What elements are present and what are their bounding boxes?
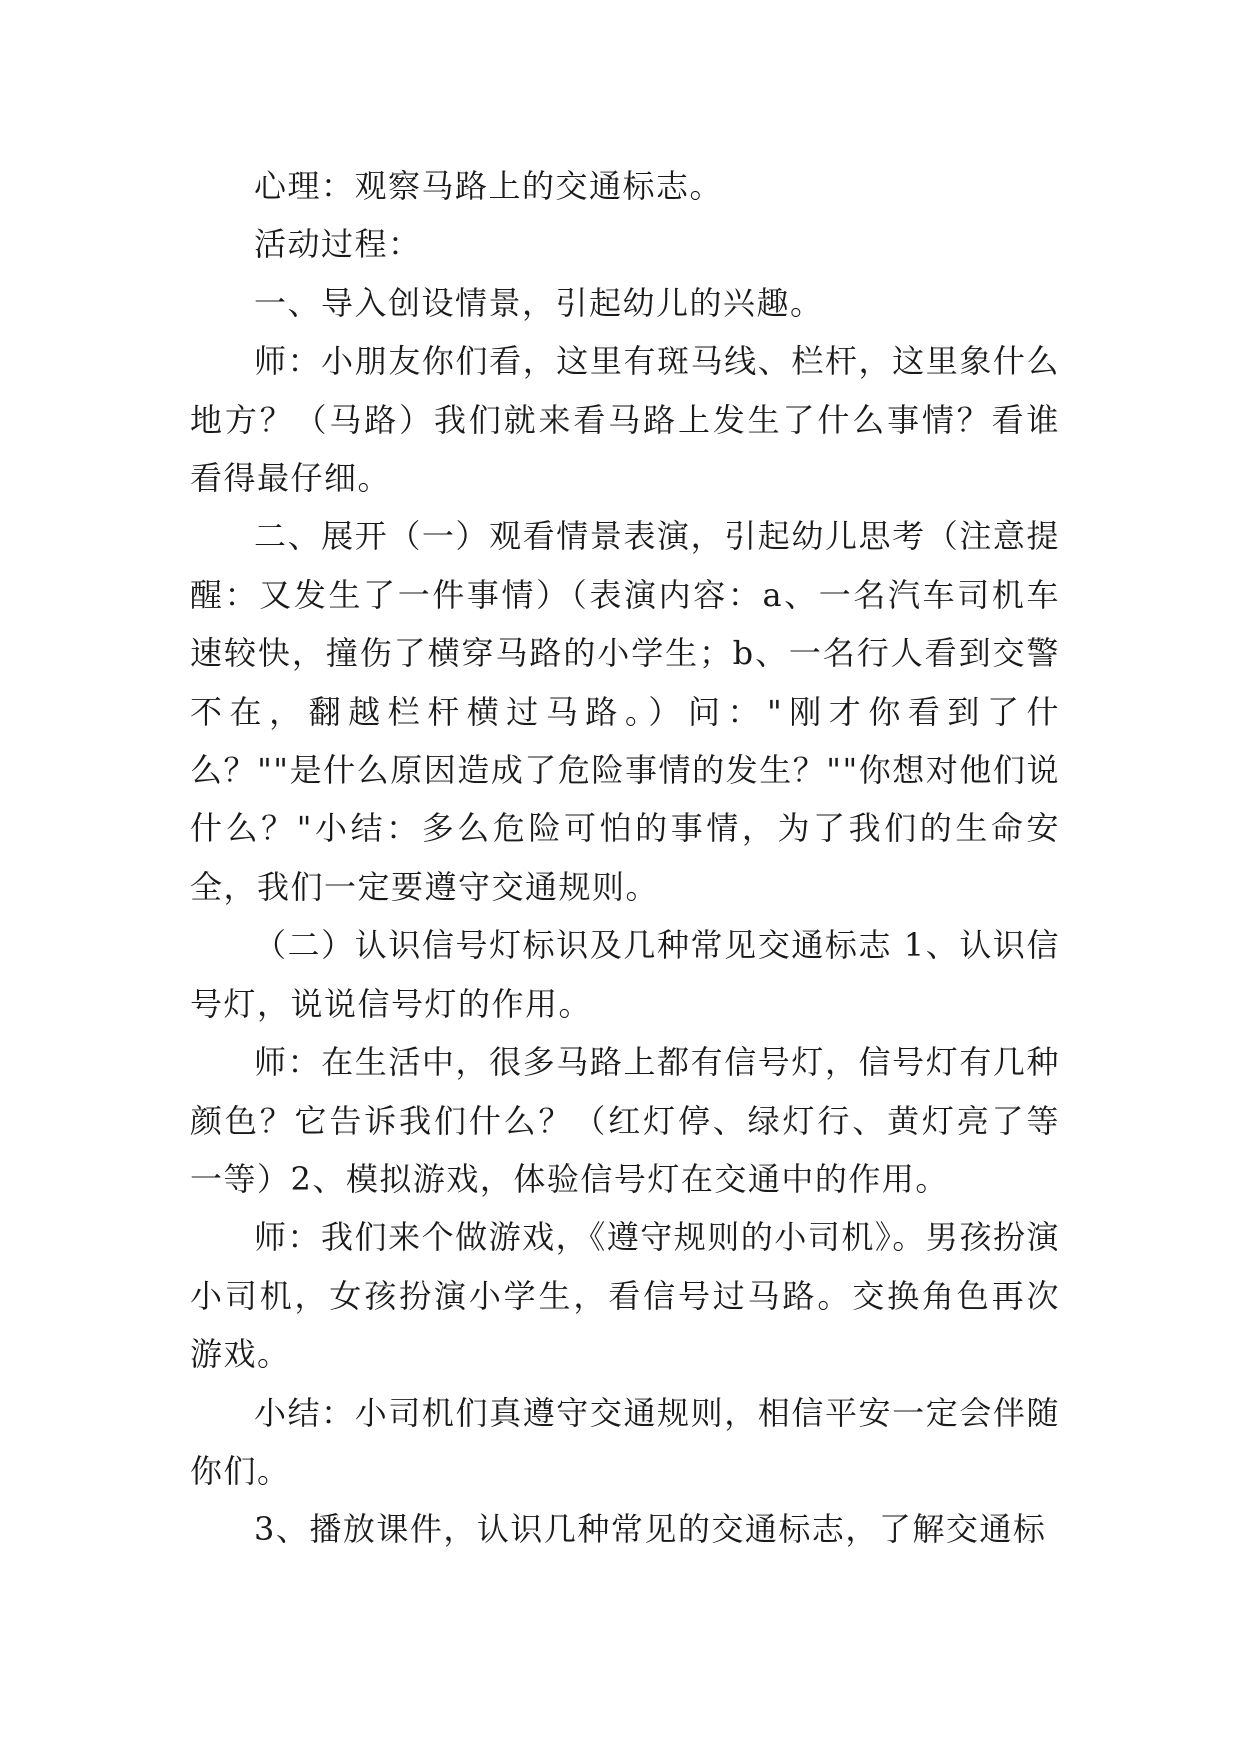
document-body <box>190 157 1060 1559</box>
paragraph: 师：我们来个做游戏，《遵守规则的小司机》。男孩扮演小司机，女孩扮演小学生，看信号过马路。交换角色再次游戏。 <box>190 1218 1060 1374</box>
paragraph: 一、导入创设情景，引起幼儿的兴趣。 <box>254 283 824 322</box>
paragraph: 师：在生活中，很多马路上都有信号灯，信号灯有几种颜色？它告诉我们什么？（红灯停、绿灯行、黄灯亮了等一等）2、模拟游戏，体验信号灯在交通中的作用。 <box>190 1043 1060 1198</box>
paragraph: 小结：小司机们真遵守交通规则，相信平安一定会伴随你们。 <box>190 1393 1060 1490</box>
paragraph: （二）认识信号灯标识及几种常见交通标志 1、认识信号灯，说说信号灯的作用。 <box>190 926 1060 1023</box>
paragraph: 心理：观察马路上的交通标志。 <box>254 167 724 205</box>
paragraph: 二、展开（一）观看情景表演，引起幼儿思考（注意提醒：又发生了一件事情）（表演内容：a、一名汽车司机车速较快，撞伤了横穿马路的小学生；b、一名行人看到交警不在，翻越栏杆横过马路。）问："刚才你看到了什么？""是什么原因造成了危险事情的发生？""你想对他们说什么？"小结：多么危险可怕的事情，为了我们的生命安全，我们一定要遵守交通规则。 <box>190 517 1060 906</box>
paragraph: 3、播放课件，认识几种常见的交通标志，了解交通标 <box>254 1510 1047 1549</box>
paragraph: 师：小朋友你们看，这里有斑马线、栏杆，这里象什么地方？（马路）我们就来看马路上发生了什么事情？看谁看得最仔细。 <box>190 342 1060 498</box>
paragraph: 活动过程： <box>254 225 422 264</box>
